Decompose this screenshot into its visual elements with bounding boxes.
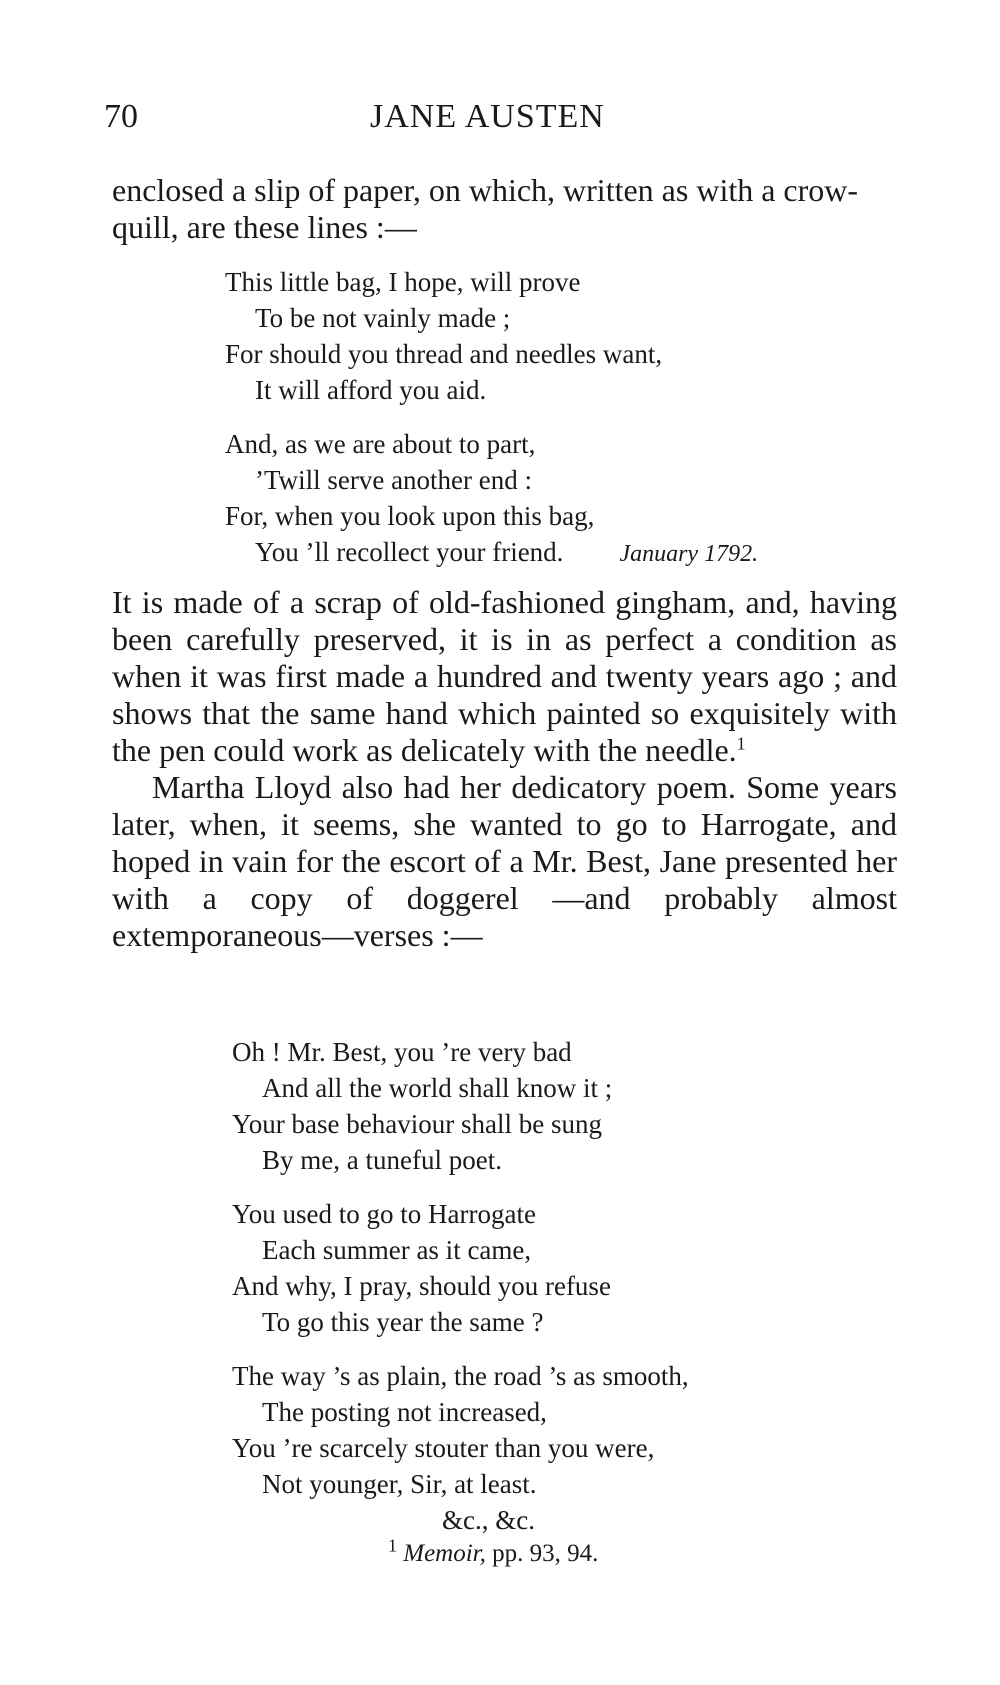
poem-line: By me, a tuneful poet. [262,1145,502,1175]
poem-line: And, as we are about to part, [225,429,536,459]
poem-line: It will afford you aid. [255,375,487,405]
poem-line: Oh ! Mr. Best, you ’re very bad [232,1037,572,1067]
paragraph-text: It is made of a scrap of old-fashioned gingham, and, having been carefully preserved, it is in as perfect a condition as when it was first made a hundred and twenty years ago ; and shows that the same hand which painted so exquisitely with the pen could work as delicately with the needle. [112,584,897,768]
footnote-pages: pp. 93, 94. [492,1540,599,1567]
footnote-number: 1 [388,1535,397,1556]
poem-best-stanza-1 [232,1034,689,1178]
poem-bag-stanza-1 [225,264,758,408]
poem-line: To go this year the same ? [262,1307,544,1337]
poem-line: Each summer as it came, [262,1235,532,1265]
poem-line: For, when you look upon this bag, [225,501,595,531]
poem-line: The posting not increased, [262,1397,547,1427]
poem-best-stanza-2 [232,1196,689,1340]
footnote [388,1535,599,1568]
page-number: 70 [104,98,138,135]
footnote-title: Memoir, [403,1540,486,1567]
footnote-marker: 1 [736,733,746,754]
poem-line [225,534,758,572]
poem-line: And why, I pray, should you refuse [232,1271,611,1301]
poem-line: You ’re scarcely stouter than you were, [232,1433,655,1463]
poem-best-stanza-3 [232,1358,689,1538]
poem-line: This little bag, I hope, will prove [225,267,581,297]
paragraph-martha-lloyd: Martha Lloyd also had her dedicatory poem. Some years later, when, it seems, she wanted to go to Harrogate, and hoped in vain for the escort of a Mr. Best, Jane presented her with a copy of doggerel —and probably almost extemporaneous—verses :— [112,769,897,953]
poem-etc: &c., &c. [442,1505,535,1535]
poem-line: Your base behaviour shall be sung [232,1109,602,1139]
body-text [112,584,897,954]
poem-line-text: You ’ll recollect your friend. [255,537,564,567]
poem-line: For should you thread and needles want, [225,339,663,369]
poem-line: Not younger, Sir, at least. [262,1469,537,1499]
lead-text: enclosed a slip of paper, on which, written as with a crow-quill, are these lines :— [112,172,859,245]
poem-line: To be not vainly made ; [255,303,511,333]
lead-paragraph [112,172,897,246]
running-head: JANE AUSTEN [370,98,605,135]
poem-date: January 1792. [619,541,759,567]
poem-line: And all the world shall know it ; [262,1073,613,1103]
poem-line: The way ’s as plain, the road ’s as smooth, [232,1361,689,1391]
poem-bag [225,264,758,590]
poem-mr-best [232,1034,689,1556]
poem-line: You used to go to Harrogate [232,1199,536,1229]
poem-line: ’Twill serve another end : [255,465,533,495]
poem-bag-stanza-2 [225,426,758,572]
paragraph-gingham [112,584,897,769]
